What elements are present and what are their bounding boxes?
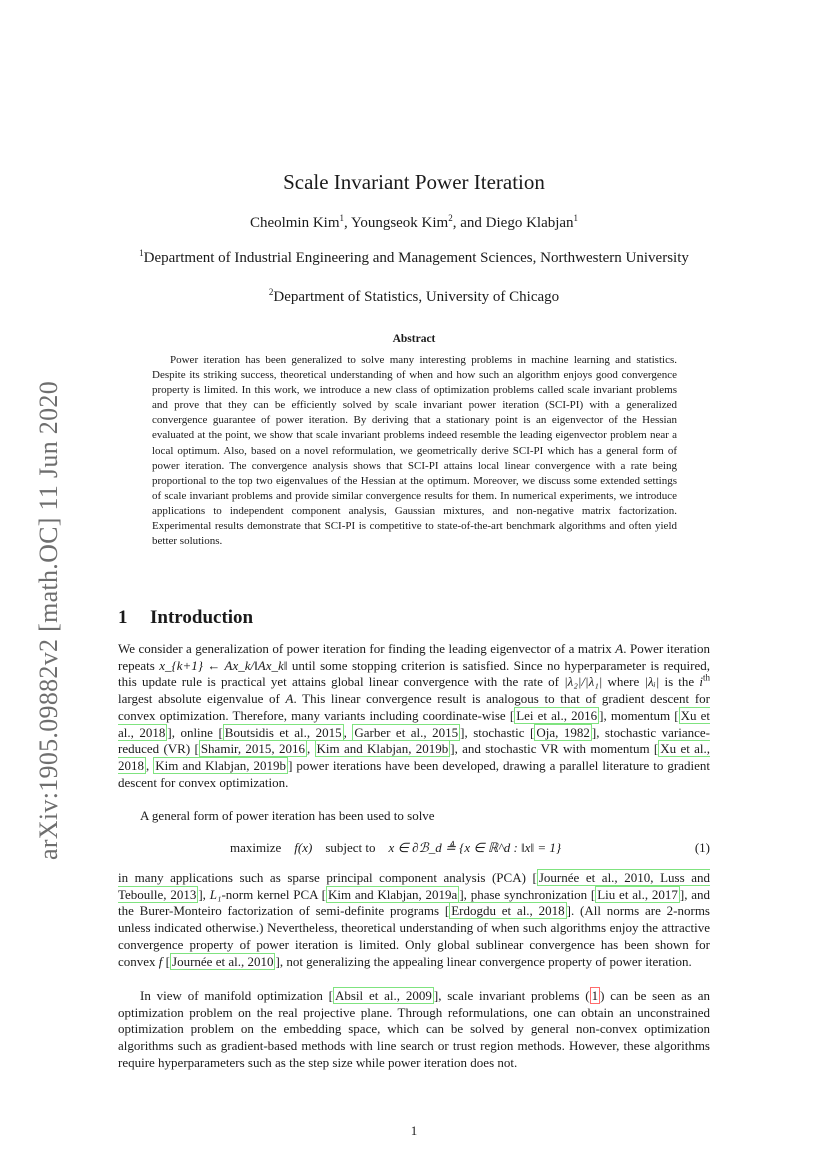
citation-link[interactable]: Shamir, 2015, 2016 <box>200 741 305 757</box>
author-name: Youngseok Kim <box>350 215 449 231</box>
citation-link[interactable]: Oja, 1982 <box>536 724 590 740</box>
paragraph: A general form of power iteration has been used to solve <box>140 808 435 823</box>
section-number: 1 <box>118 607 128 628</box>
author-mark: 2 <box>448 213 453 223</box>
paragraph: In view of manifold optimization [ Absil et al., 2009 ], scale invariant problems ( 1 ) can be seen as an optimization problem on the real projective plane. Through reformulations, one can obtain an unconstrained optimization problem on the embedding space, which can be solved by general non-convex optimization algorithms such as gradient-based methods with line search or trust region methods. However, these algorithms require hyperparameters such as the step size while power iteration does not. <box>118 988 710 1070</box>
author-separator: , and <box>452 215 486 231</box>
citation-link[interactable]: Journée et al., 2010, Luss and Teboulle, 2013 <box>118 870 710 902</box>
math-inline: A <box>615 641 624 656</box>
citation-link[interactable]: Boutsidis et al., 2015 <box>224 724 342 740</box>
math-inline: A <box>285 691 294 707</box>
arxiv-stamp: arXiv:1905.09882v2 [math.OC] 11 Jun 2020 <box>34 381 63 860</box>
citation-link[interactable]: Lei et al., 2016 <box>516 707 598 723</box>
equation-1 <box>118 840 710 860</box>
citation-link[interactable]: Kim and Klabjan, 2019a <box>327 886 458 902</box>
math-inline: |λ₂|/|λ₁| <box>564 674 603 690</box>
citation-link[interactable]: Kim and Klabjan, 2019b <box>316 741 449 757</box>
equation-expression: maximize f(x) subject to x ∈ ∂ℬ_d ≜ {x ∈ ℝ^d : ‖x‖ = 1} <box>230 840 562 855</box>
affiliation-mark: 2 <box>268 287 274 297</box>
math-inline: f <box>158 953 163 969</box>
author-separator: , <box>344 215 351 231</box>
author-name: Diego Klabjan <box>485 215 574 231</box>
math-inline: |λᵢ| <box>644 674 660 690</box>
citation-link[interactable]: Kim and Klabjan, 2019b <box>155 757 287 773</box>
author-list <box>0 215 828 232</box>
math-sup: th <box>702 673 710 684</box>
section-title: Introduction <box>150 607 254 628</box>
math-inline: i <box>699 674 703 690</box>
author-mark: 1 <box>339 213 345 223</box>
citation-link[interactable]: Xu et al., 2018 <box>118 741 711 773</box>
paper-title: Scale Invariant Power Iteration <box>283 170 545 194</box>
abstract-text: Power iteration has been generalized to solve many interesting problems in machine learning and statistics. Despite its striking success, theoretical understanding of when and how such an algorithm enjoys good convergence property is limited. In this work, we introduce a new class of optimization problems called scale invariant problems and prove that they can be efficiently solved by scale invariant power iteration (SCI-PI) with a generalized convergence guarantee of power iteration. By deriving that a stationary point is an eigenvector of the Hessian evaluated at the point, we show that scale invariant problems indeed resemble the leading eigenvector problem near a local optimum. Also, based on a novel reformulation, we geometrically derive SCI-PI which has a general form of power iteration. The convergence analysis shows that SCI-PI attains local linear convergence with a rate being proportional to the top two eigenvalues of the Hessian at the optimum. Moreover, we discuss some extended settings of scale invariant problems and provide similar convergence results for them. In numerical experiments, we introduce applications to independent component analysis, Gaussian mixtures, and non-negative matrix factorization. Experimental results demonstrate that SCI-PI is competitive to state-of-the-art benchmark algorithms and often yield better solutions. <box>152 354 677 548</box>
paragraph: in many applications such as sparse principal component analysis (PCA) [ Journée et al., 2010, Luss and Teboulle, 2013 ], L₁-norm kernel PCA [ Kim and Klabjan, 2019a ], phase synchronization [ Liu et al., 2017 ], and the Burer-Monteiro factorization of semi-definite programs [ Erdogdu et al., 2018 ]. (All norms are 2-norms unless indicated otherwise.) Nevertheless, theoretical understanding of when such algorithms enjoy the attractive convergence property of power iteration is limited. Only global sublinear convergence has been shown for convex f [ Journée et al., 2010 ], not generalizing the appealing linear convergence property of power iteration. <box>118 870 710 969</box>
citation-link[interactable]: Journée et al., 2010 <box>172 953 274 969</box>
equation-number: (1) <box>694 840 710 855</box>
citation-link[interactable]: Erdogdu et al., 2018 <box>451 903 565 919</box>
section-heading <box>118 607 253 629</box>
affiliation <box>118 288 710 307</box>
affiliation <box>118 249 710 268</box>
paragraph: We consider a generalization of power iteration for finding the leading eigenvector of a matrix A. Power iteration repeats x_{k+1} ← Ax_k/‖Ax_k‖ until some stopping criterion is satisfied. Since no hyperparameter is required, this update rule is practical yet attains global linear convergence with the rate of |λ₂|/|λ₁| where |λᵢ| is the $i^{th}$ largest absolute eigenvalue of A. This linear convergence result is analogous to that of gradient descent for convex optimization. Therefore, many variants including coordinate-wise [ Lei et al., 2016 ], momentum [ Xu et al., 2018 ], online [ Boutsidis et al., 2015 , Garber et al., 2015 ], stochastic [ Oja, 1982 ], stochastic variance-reduced (VR) [ Shamir, 2015, 2016 , Kim and Klabjan, 2019b ], and stochastic VR with momentum [ Xu et al., 2018 , Kim and Klabjan, 2019b ] power iterations have been developed, drawing a parallel literature to gradient descent for convex optimization. <box>118 641 711 790</box>
page-number: 1 <box>410 1123 418 1138</box>
abstract-heading: Abstract <box>392 333 436 345</box>
equation-reference-link[interactable]: 1 <box>591 988 599 1003</box>
citation-link[interactable]: Xu et al., 2018 <box>118 707 710 740</box>
citation-link[interactable]: Garber et al., 2015 <box>354 724 459 740</box>
math-inline: x_{k+1} ← Ax_k/‖Ax_k‖ <box>159 657 288 673</box>
author-name: Cheolmin Kim <box>249 215 340 231</box>
affiliation-mark: 1 <box>139 248 144 258</box>
affiliation-text: Department of Industrial Engineering and Management Sciences, Northwestern University <box>143 250 689 266</box>
affiliation-text: Department of Statistics, University of Chicago <box>273 289 560 305</box>
author-mark: 1 <box>573 213 579 223</box>
citation-link[interactable]: Absil et al., 2009 <box>334 988 432 1003</box>
citation-link[interactable]: Liu et al., 2017 <box>597 886 678 902</box>
math-inline: L₁ <box>209 886 222 902</box>
